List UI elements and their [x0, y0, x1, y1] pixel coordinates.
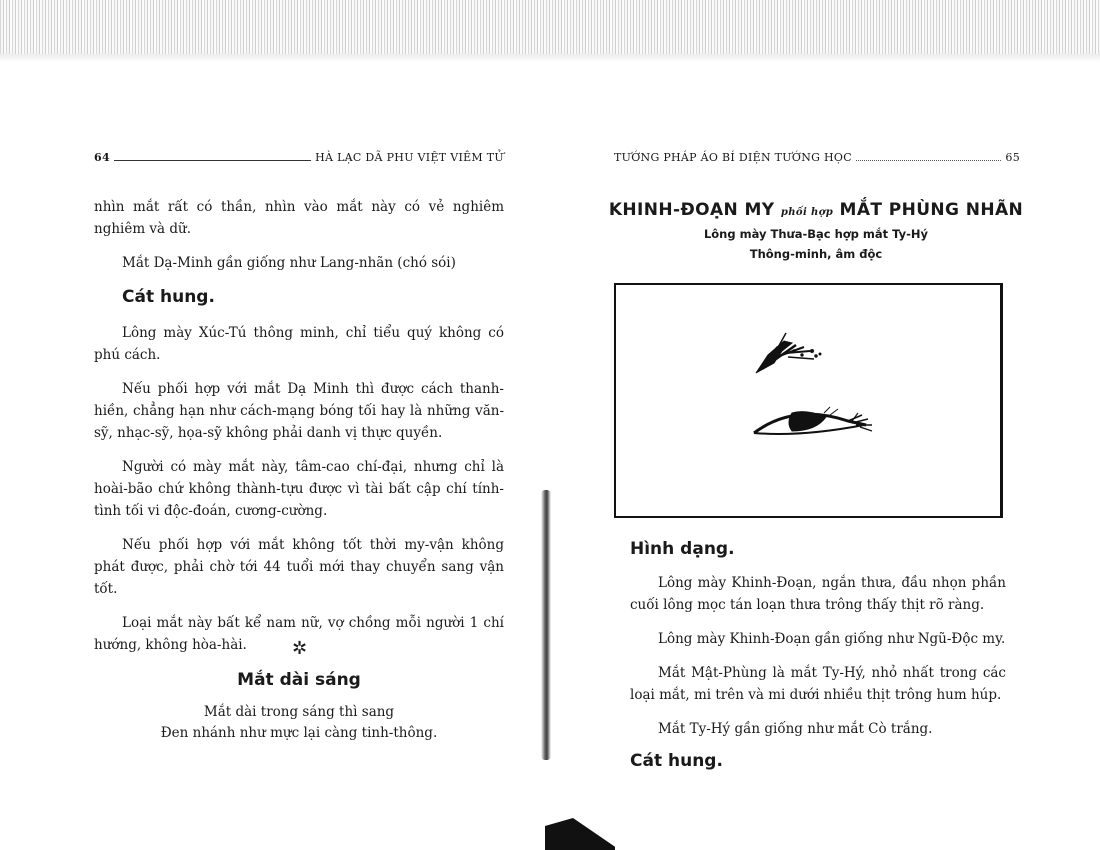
left-paragraph-2: Mắt Dạ-Minh gần giống như Lang-nhãn (chó sói) — [122, 255, 456, 271]
subtitle-2: Thông-minh, âm độc — [749, 247, 883, 261]
poem-line-2: Đen nhánh như mực lại càng tinh-thông. — [160, 725, 438, 741]
right-body — [630, 538, 1006, 772]
right-heading-hinh-dang: Hình dạng. — [630, 539, 735, 559]
eye-drawing — [754, 407, 872, 434]
right-paragraph-1: Lông mày Khinh-Đoạn, ngắn thưa, đầu nhọn phần cuối lông mọc tán loạn thưa trông thấy thịt rõ ràng. — [630, 575, 1006, 613]
left-body-top — [94, 196, 504, 668]
left-running-title: HÀ LẠC DÃ PHU VIỆT VIÊM TỬ — [315, 151, 504, 164]
right-running-head — [614, 151, 1020, 164]
section-ornament: ✲ — [292, 638, 308, 659]
chapter-title — [606, 200, 1026, 220]
scan-border — [0, 0, 1100, 62]
poem — [94, 702, 504, 744]
illustration-drawing — [616, 285, 1000, 516]
right-heading-cat-hung: Cát hung. — [630, 751, 723, 771]
poem-line-1: Mắt dài trong sáng thì sang — [203, 704, 395, 720]
left-paragraph-4: Nếu phối hợp với mắt Dạ Minh thì được cách thanh-hiền, chẳng hạn như cách-mạng bóng tối hay là những văn-sỹ, nhạc-sỹ, họa-sỹ không phải danh vị thực quyền. — [94, 381, 504, 441]
book-gutter-shadow — [541, 490, 551, 760]
right-page-number: 65 — [1005, 151, 1020, 164]
subtitle-1: Lông mày Thưa-Bạc hợp mắt Ty-Hý — [703, 227, 929, 241]
scan-corner-shadow — [545, 818, 615, 850]
left-paragraph-5: Người có mày mắt này, tâm-cao chí-đại, nhưng chỉ là hoài-bão chứ không thành-tựu được vì tài bất cập chí tính-tình tối vi độc-đoán, cương-cường. — [94, 459, 504, 519]
eyebrow-drawing — [756, 333, 821, 373]
eyebrow-eye-illustration — [614, 283, 1003, 518]
right-running-title: TƯỚNG PHÁP ÁO BÍ DIỆN TƯỚNG HỌC — [614, 151, 852, 164]
chapter-title-connector: phối hợp — [780, 207, 834, 218]
left-paragraph-6: Nếu phối hợp với mắt không tốt thời my-vận không phát được, phải chờ tới 44 tuổi mới thay chuyển sang vận tốt. — [94, 537, 504, 597]
chapter-title-right: MẮT PHÙNG NHÃN — [839, 200, 1024, 220]
left-page-number: 64 — [94, 151, 110, 164]
right-paragraph-4: Mắt Ty-Hý gần giống như mắt Cò trắng. — [658, 721, 933, 737]
left-heading-cat-hung: Cát hung. — [122, 287, 215, 307]
left-paragraph-7: Loại mắt này bất kể nam nữ, vợ chồng mỗi người 1 chí hướng, không hòa-hài. — [94, 615, 504, 653]
left-paragraph-3: Lông mày Xúc-Tú thông minh, chỉ tiểu quý không có phú cách. — [94, 325, 504, 363]
right-paragraph-3: Mắt Mật-Phùng là mắt Ty-Hý, nhỏ nhất trong các loại mắt, mi trên và mi dưới nhiều thịt trông hum húp. — [630, 665, 1006, 703]
chapter-title-left: KHINH-ĐOẠN MY — [608, 200, 775, 220]
section-title-mat-dai-sang: Mắt dài sáng — [237, 670, 361, 690]
right-paragraph-2: Lông mày Khinh-Đoạn gần giống như Ngũ-Độc my. — [658, 631, 1006, 647]
left-running-head — [94, 151, 504, 164]
left-paragraph-1: nhìn mắt rất có thần, nhìn vào mắt này có vẻ nghiêm nghiêm và dữ. — [94, 199, 504, 237]
